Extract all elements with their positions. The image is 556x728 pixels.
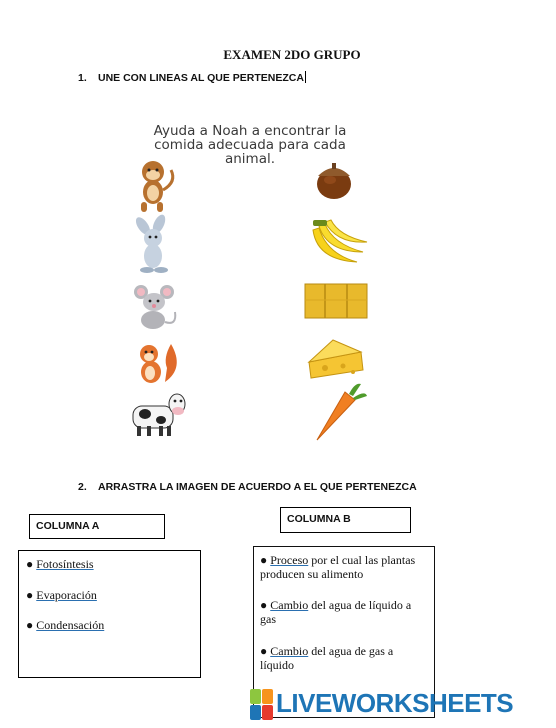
liveworksheets-logo-icon xyxy=(250,689,274,721)
item-label: Fotosíntesis xyxy=(36,557,94,571)
liveworksheets-wordmark: LIVEWORKSHEETS xyxy=(276,688,514,718)
item-label: Condensación xyxy=(36,618,105,632)
definition-text: del agua de gas a líquido xyxy=(260,644,394,672)
column-b-header: COLUMNA B xyxy=(280,507,411,533)
question-1-text: UNE CON LINEAS AL QUE PERTENEZCA xyxy=(98,72,304,84)
question-2 xyxy=(78,481,417,493)
drop-target-3[interactable]: ● Cambio del agua de gas a líquido xyxy=(260,644,394,672)
definition-text: del agua de líquido a gas xyxy=(260,598,412,626)
liveworksheets-branding xyxy=(250,687,550,723)
activity-instruction: Ayuda a Noah a encontrar la comida adecuada para cada animal. xyxy=(153,123,347,167)
question-1-number: 1. xyxy=(78,72,87,84)
text-cursor xyxy=(305,71,306,83)
column-a-box xyxy=(18,550,201,678)
question-2-text: ARRASTRA LA IMAGEN DE ACUERDO A EL QUE PERTENEZCA xyxy=(98,481,417,493)
definition-keyword: Cambio xyxy=(270,598,309,612)
definition-keyword: Cambio xyxy=(270,644,309,658)
exam-title: EXAMEN 2DO GRUPO xyxy=(223,47,361,62)
column-a-header: COLUMNA A xyxy=(29,514,165,539)
definition-keyword: Proceso xyxy=(270,553,309,567)
hay-bale-icon xyxy=(305,284,367,318)
drop-target-1[interactable]: ● Proceso por el cual las plantas producen su alimento xyxy=(260,553,416,581)
drop-target-2[interactable]: ● Cambio del agua de líquido a gas xyxy=(260,598,412,626)
definition-text: por el cual las plantas producen su alimento xyxy=(260,553,416,581)
matching-activity-art xyxy=(115,120,383,445)
matching-activity-image xyxy=(115,120,383,445)
item-label: Evaporación xyxy=(36,588,97,602)
draggable-item-evaporacion[interactable]: ● Evaporación xyxy=(26,588,97,602)
draggable-item-condensacion[interactable]: ● Condensación xyxy=(26,618,105,632)
question-1 xyxy=(78,71,306,84)
draggable-item-fotosintesis[interactable]: ● Fotosíntesis xyxy=(26,557,94,571)
question-2-number: 2. xyxy=(78,481,87,493)
